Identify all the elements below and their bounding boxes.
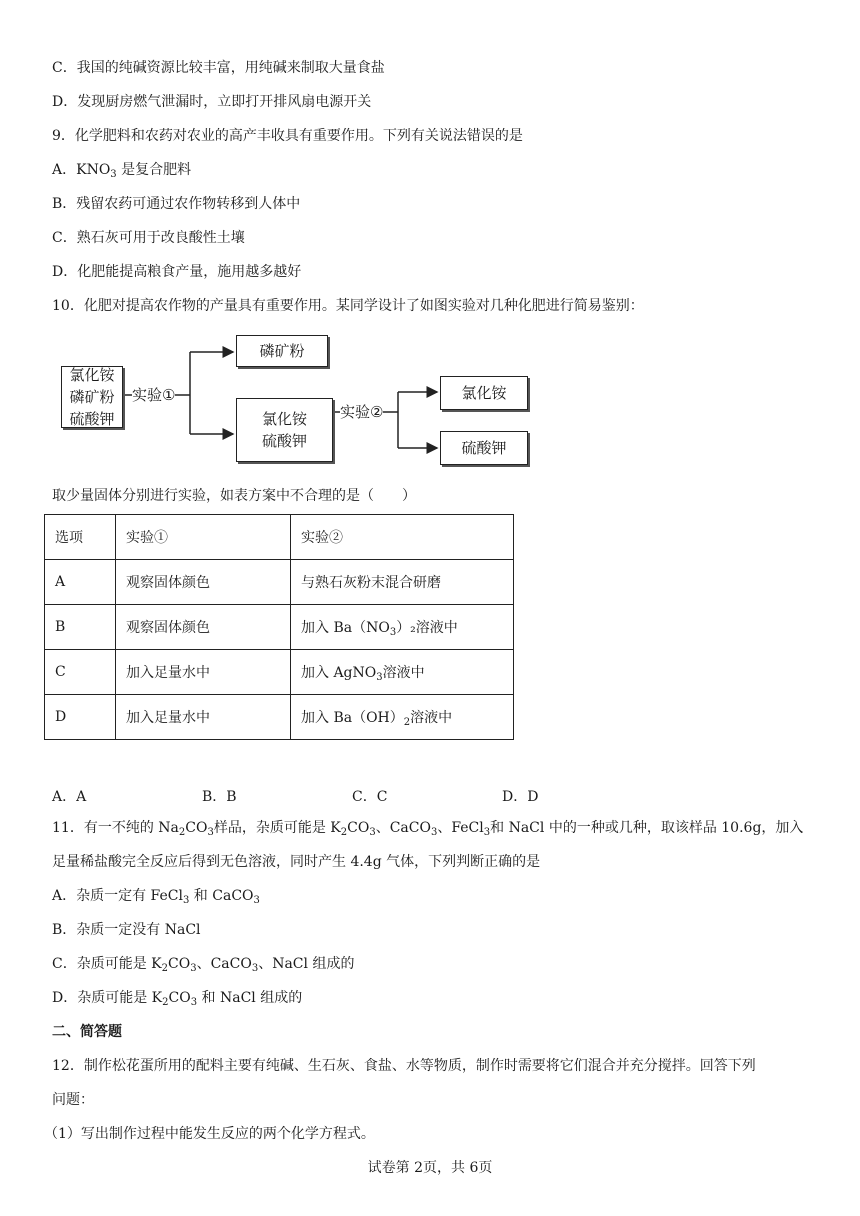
q10-table-intro: 取少量固体分别进行实验，如表方案中不合理的是（ ）	[52, 488, 416, 504]
flow-arrows	[0, 0, 860, 480]
table-row: A 观察固体颜色 与熟石灰粉末混合研磨	[45, 560, 514, 605]
header-exp1: 实验①	[116, 515, 291, 560]
q8-option-c: C．我国的纯碱资源比较丰富，用纯碱来制取大量食盐	[52, 60, 385, 76]
start-item-phosphate-rock: 磷矿粉	[69, 388, 115, 406]
start-box	[61, 366, 123, 428]
q10-choice-c: C．C	[352, 789, 388, 805]
header-exp2: 实验②	[291, 515, 514, 560]
mid-box	[236, 398, 333, 462]
q10-choice-b: B．B	[202, 789, 237, 805]
mid-item-k2so4: 硫酸钾	[261, 432, 307, 450]
header-option: 选项	[45, 515, 116, 560]
q10-choice-d: D．D	[502, 789, 539, 805]
q11-option-a: A．杂质一定有 FeCl$_3$ 和 CaCO$_3$	[52, 888, 260, 906]
q9-option-a: A．$KNO_3$ 是复合肥料	[52, 162, 192, 180]
experiment-1-label: 实验①	[132, 386, 176, 404]
k2so4-result-box: 硫酸钾	[440, 431, 528, 465]
phosphate-rock-box: 磷矿粉	[236, 335, 328, 367]
q11-option-b: B．杂质一定没有 NaCl	[52, 922, 201, 938]
q12-subquestion-1: （1）写出制作过程中能发生反应的两个化学方程式。	[44, 1126, 375, 1142]
q11-option-c: C．杂质可能是 $K_2CO_3$、CaCO$_3$、NaCl 组成的	[52, 956, 355, 974]
start-item-k2so4: 硫酸钾	[69, 410, 115, 428]
q9-stem: 9．化学肥料和农药对农业的高产丰收具有重要作用。下列有关说法错误的是	[52, 128, 523, 144]
section-2-heading: 二、简答题	[52, 1024, 122, 1040]
q10-stem: 10．化肥对提高农作物的产量具有重要作用。某同学设计了如图实验对几种化肥进行简易鉴别：	[52, 298, 644, 314]
table-row: B 观察固体颜色 加入 $Ba(NO_3)_2$溶液中	[45, 605, 514, 650]
q10-choice-a: A．A	[52, 789, 87, 805]
q12-stem-line1: 12．制作松花蛋所用的配料主要有纯碱、生石灰、食盐、水等物质，制作时需要将它们混合并充分搅拌。回答下列	[52, 1058, 756, 1074]
q9-option-b: B．残留农药可通过农作物转移到人体中	[52, 196, 301, 212]
nh4cl-result-box: 氯化铵	[440, 376, 528, 410]
q9-option-d: D．化肥能提高粮食产量，施用越多越好	[52, 264, 302, 280]
table-header-row	[45, 515, 514, 560]
start-item-nh4cl: 氯化铵	[69, 366, 115, 384]
mid-item-nh4cl: 氯化铵	[261, 410, 307, 428]
table-row: D 加入足量水中 加入 $Ba(OH)_2$溶液中	[45, 695, 514, 740]
q9-option-c: C．熟石灰可用于改良酸性土壤	[52, 230, 245, 246]
page-footer: 试卷第 2页，共 6页	[367, 1160, 493, 1176]
q12-stem-line2: 问题：	[52, 1092, 94, 1108]
options-table	[44, 514, 514, 740]
q11-stem-line1: 11．有一不纯的 $Na_2CO_3$样品，杂质可能是 $K_2CO_3$、CaCO$_3$、FeCl$_3$和 NaCl 中的一种或几种，取该样品 10.6g，加入	[52, 820, 804, 838]
q8-option-d: D．发现厨房燃气泄漏时，立即打开排风扇电源开关	[52, 94, 372, 110]
q11-option-d: D．杂质可能是 $K_2CO_3$ 和 NaCl 组成的	[52, 990, 303, 1008]
q11-stem-line2: 足量稀盐酸完全反应后得到无色溶液，同时产生 4.4g 气体，下列判断正确的是	[52, 854, 541, 870]
experiment-2-label: 实验②	[340, 403, 384, 421]
table-row: C 加入足量水中 加入 AgNO$_3$溶液中	[45, 650, 514, 695]
